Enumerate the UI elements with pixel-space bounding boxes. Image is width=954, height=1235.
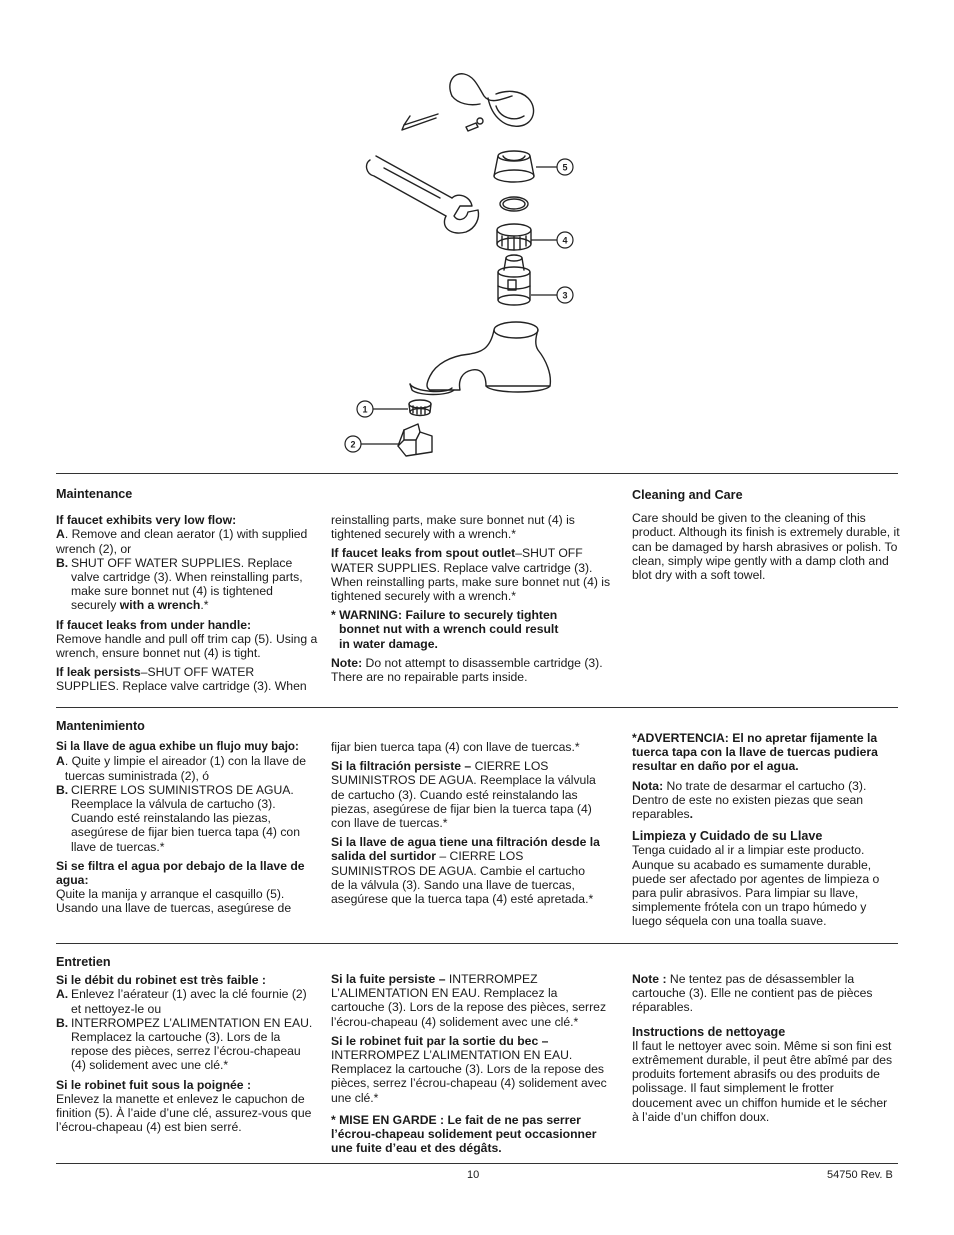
trim-cap bbox=[494, 151, 534, 182]
continuacion-text: fijar bien tuerca tapa (4) con llave de tuercas.* bbox=[331, 740, 580, 754]
callout-1-label: 1 bbox=[362, 404, 368, 415]
aerator bbox=[409, 400, 431, 416]
allen-key bbox=[402, 114, 438, 130]
mise-en-garde: * MISE EN GARDE : Le fait de ne pas serrer l’écrou-chapeau solidement peut occasionner une fuite d’eau et des dégâts. bbox=[331, 1112, 597, 1156]
maintenance-col-1 bbox=[56, 487, 318, 694]
low-flow-heading: If faucet exhibits very low flow: bbox=[56, 513, 237, 528]
step-a: A. Remove and clean aerator (1) with supplied wrench (2), or bbox=[56, 527, 308, 556]
debajo-llave-text: Quite la manija y arranque el casquillo (5). Usando una llave de tuercas, asegúrese de bbox=[56, 887, 292, 916]
etape-b: B. INTERROMPEZ L’ALIMENTATION EN EAU. Remplacez la cartouche (3). Lors de la repose des pièces, serrez l’écrou-chapeau (4) solidement avec une clé.* bbox=[56, 1015, 313, 1073]
maintenance-col-2 bbox=[331, 513, 613, 689]
spout-leak: If faucet leaks from spout outlet–SHUT OFF WATER SUPPLIES. Replace valve cartridge (3). When reinstalling parts, make sure bonnet nut (4) is tightened securely with a wrench.* bbox=[331, 546, 611, 604]
divider-top bbox=[56, 473, 898, 474]
debit-faible-heading: Si le débit du robinet est très faible : bbox=[56, 973, 266, 988]
fuite-bec: Si le robinet fuit par la sortie du bec – INTERROMPEZ L’ALIMENTATION EN EAU. Remplacez la cartouche (3). Lors de la repose des pièces, serrez l’écrou-chapeau (4) solidement avec une clé.* bbox=[331, 1033, 607, 1105]
entretien-col-2 bbox=[331, 972, 611, 1160]
nettoyage-title: Instructions de nettoyage bbox=[632, 1024, 786, 1039]
entretien-title: Entretien bbox=[56, 955, 111, 969]
divider-footer bbox=[56, 1163, 898, 1164]
advertencia-text: *ADVERTENCIA: El no apretar fijamente la tuerca tapa con la llave de tuercas pudiera resultar en daño por el agua. bbox=[632, 731, 878, 774]
under-handle-text: Remove handle and pull off trim cap (5). Using a wrench, ensure bonnet nut (4) is tight. bbox=[56, 631, 318, 661]
exploded-parts-diagram bbox=[0, 0, 954, 470]
leak-persists: If leak persists–SHUT OFF WATER SUPPLIES. Replace valve cartridge (3). When bbox=[56, 665, 307, 694]
nettoyage-text: Il faut le nettoyer avec soin. Même si son fini est extrêmement durable, il peut être abîmé par des produits fortement abrasifs ou des produits de polissage. Il faut simplement le frotter doucement avec un chiffon humide et le sécher à l’aide d’un chiffon doux. bbox=[632, 1038, 893, 1124]
fuite-poignee-heading: Si le robinet fuit sous la poignée : bbox=[56, 1077, 252, 1092]
maintenance-title: Maintenance bbox=[56, 487, 133, 501]
cleaning-care-col bbox=[632, 488, 902, 587]
divider-middle bbox=[56, 707, 898, 708]
callout-2-label: 2 bbox=[350, 439, 356, 450]
callout-3-label: 3 bbox=[562, 290, 568, 301]
mantenimiento-col-1 bbox=[56, 719, 318, 921]
limpieza-text: Tenga cuidado al ir a limpiar este producto. Aunque su acabado es sumamente durable, puede ser afectado por agentes de limpieza o para pulir abrasivos. Para limpiar su llave, simplemente frótela con un trapo húmedo y luego séquela con una toalla suave. bbox=[632, 843, 880, 929]
mantenimiento-title: Mantenimiento bbox=[56, 719, 145, 733]
cleaning-care-title: Cleaning and Care bbox=[632, 488, 743, 502]
limpieza-title: Limpieza y Cuidado de su Llave bbox=[632, 829, 823, 844]
nota-text: Nota: No trate de desarmar el cartucho (3). Dentro de este no existen piezas que sean reparables. bbox=[632, 778, 867, 822]
filtracion-persiste: Si la filtración persiste – CIERRE LOS SUMINISTROS DE AGUA. Reemplace la válvula de cartucho (3). Cuando esté reinstalando las piezas, asegúrese de fijar bien la tuerca tapa (4) con llave de tuercas.* bbox=[331, 759, 596, 831]
fuite-persiste: Si la fuite persiste – INTERROMPEZ L’ALIMENTATION EN EAU. Remplacez la cartouche (3). Lors de la repose des pièces, serrez l’écrou-chapeau (4) solidement avec une clé.* bbox=[331, 972, 607, 1029]
o-ring bbox=[500, 197, 528, 211]
entretien-col-1 bbox=[56, 955, 318, 1139]
callout-4-label: 4 bbox=[562, 235, 568, 246]
reinstall-continued: reinstalling parts, make sure bonnet nut (4) is tightened securely with a wrench.* bbox=[331, 513, 575, 542]
adjustable-wrench bbox=[367, 156, 479, 233]
valve-cartridge bbox=[498, 255, 530, 305]
entretien-col-3 bbox=[632, 972, 894, 1129]
set-screw bbox=[466, 118, 483, 131]
cleaning-care-text: Care should be given to the cleaning of this product. Although its finish is extremely durable, it can be damaged by harsh abrasives or polish. To clean, simply wipe gently with a damp cloth and blot dry with a soft towel. bbox=[632, 511, 900, 583]
lever-handle bbox=[450, 74, 534, 127]
document-id: 54750 Rev. B bbox=[827, 1169, 893, 1181]
aerator-key bbox=[398, 424, 432, 456]
mantenimiento-col-3 bbox=[632, 731, 894, 934]
step-b: B. SHUT OFF WATER SUPPLIES. Replace valve cartridge (3). When reinstalling parts, make sure bonnet nut (4) is tightened securely with a wrench.* bbox=[56, 555, 303, 613]
page-number: 10 bbox=[467, 1169, 480, 1181]
mantenimiento-col-2 bbox=[331, 740, 601, 911]
filtracion-surtidor: Si la llave de agua tiene una filtración desde la salida del surtidor – CIERRE LOS SUMINISTROS DE AGUA. Cambie el cartucho de la válvula (3). Sando una llave de tuercas, asegúrese que la tuerca tapa (4) esté apretada.* bbox=[331, 835, 600, 907]
note-text: Note: Do not attempt to disassemble cartridge (3). There are no repairable parts inside. bbox=[331, 655, 603, 685]
note-fr-text: Note : Ne tentez pas de désassembler la cartouche (3). Elle ne contient pas de pièces réparables. bbox=[632, 972, 873, 1015]
faucet-body bbox=[410, 322, 550, 395]
debajo-llave-heading: Si se filtra el agua por debajo de la llave de agua: bbox=[56, 858, 305, 888]
callout-5-label: 5 bbox=[562, 162, 568, 173]
divider-lower bbox=[56, 943, 898, 944]
warning-text: * WARNING: Failure to securely tighten bonnet nut with a wrench could result in water damage. bbox=[331, 608, 559, 651]
flujo-bajo-heading: Si la llave de agua exhibe un flujo muy bajo: bbox=[56, 740, 299, 754]
bonnet-nut bbox=[497, 224, 531, 250]
paso-b: B. CIERRE LOS SUMINISTROS DE AGUA. Reemplace la válvula de cartucho (3). Cuando esté reinstalando las piezas, asegúrese de fijar bien tuerca tapa (4) con llave de tuercas.* bbox=[56, 782, 300, 854]
under-handle-heading: If faucet leaks from under handle: bbox=[56, 617, 252, 632]
fuite-poignee-text: Enlevez la manette et enlevez le capuchon de finition (5). À l’aide d’une clé, assurez-vous que l’écrou-chapeau (4) est bien serré. bbox=[56, 1091, 312, 1135]
etape-a: A. Enlevez l’aérateur (1) avec la clé fournie (2) et nettoyez-le ou bbox=[56, 987, 307, 1016]
paso-a: A . Quite y limpie el aireador (1) con la llave de tuercas suministrada (2), ó bbox=[56, 754, 306, 783]
